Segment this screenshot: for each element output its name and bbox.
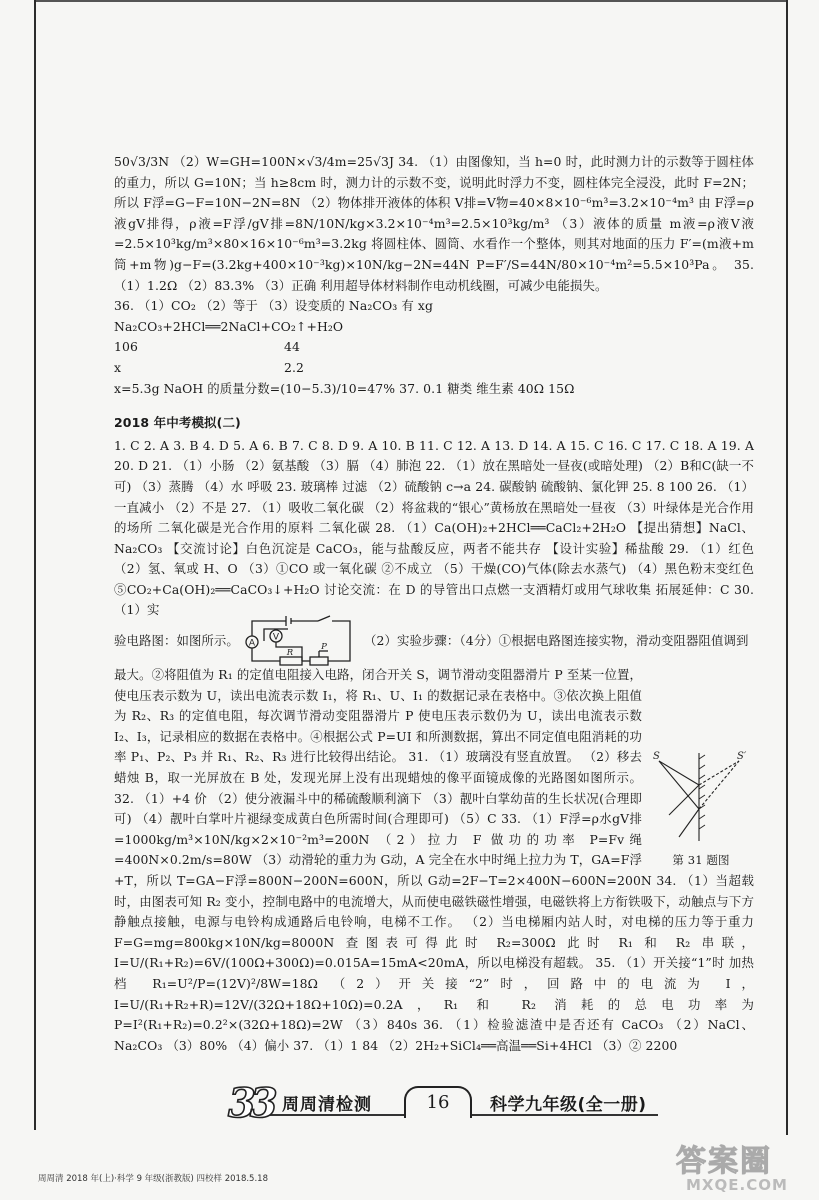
watermark-logo — [672, 1136, 816, 1198]
calc-row-2-a: x — [114, 359, 122, 375]
page-frame-right — [786, 0, 788, 1135]
answer-paragraph-1: 50√3/3N （2）W=GH=100N×√3/4m=25√3J 34. （1）由图像知，当 h=0 时，此时测力计的示数等于圆柱体的重力，所以 G=10N；当 h≥8cm 时，测力计的示数不变，说明此时浮力不变，圆柱体完全浸没，此时 F=2N；所以 F浮=G−F=10N−2N=8N （2）物体排开液体的体积 V排=V物=40×8×10⁻⁶m³=3.2×10⁻⁴m³ 由 F浮=ρ液gV排得，ρ液=F浮/gV排=8N/10N/kg×3.2×10⁻⁴m³=2.5×10³kg/m³ （3）液体的质量 m液=ρ液V液=2.5×10³kg/m³×80×16×10⁻⁶m³=3.2kg 将圆柱体、圆筒、水看作一个整体，则其对地面的压力 F′=(m液+m筒+m物)g−F=(3.2kg+400×10⁻³kg)×10N/kg−2N=44N P=F′/S=44N/80×10⁻⁴m²=5.5×10³Pa。 35. （1）1.2Ω （2）83.3% （3）正确 利用超导体材料制作电动机线圈，可减少电能损失。 — [114, 154, 754, 293]
slider-label: P — [321, 642, 327, 653]
answers-paragraph-30-37: 最大。②将阻值为 R₁ 的定值电阻接入电路，闭合开关 S，调节滑动变阻器滑片 P 至某一位置，使电压表示数为 U，读出电流表示数 I₁，将 R₁、U、I₁ 的数据记录在表格中。③依次换上阻值为 R₂、R₃ 的定值电阻，每次调节滑动变阻器滑片 P 使电压表示数仍为 U，读出电流表示数 I₂、I₃，记录相应的数据在表格中。④根据公式 P=UI 和所测数据，算出不同定值电阻消耗的功率 P₁、P₂、P₃ 并 R₁、R₂、R₃ 进行比较得出结论。 31. （1）玻璃没有竖直放置。 （2）移去蜡烛 B，取一光屏放在 B 处，发现光屏上没有出现蜡烛的像平面镜成像的光路图如图所示。 32. （1）+4 价 （2）使分液漏斗中的稀硫酸顺利滴下 （3）靓叶白掌幼苗的生长状况(合理即可) （4）靓叶白掌叶片褪绿变成黄白色所需时间(合理即可) （5）C 33. （1）F浮=ρ水gV排=1000kg/m³×10N/kg×2×10⁻²m³=200N （2）拉力 F 做功的功率 P=Fv绳=400N×0.2m/s=80W （3）动滑轮的重力为 G动，A 完全在水中时绳上拉力为 T，GA=F浮+T，所以 T=GA−F浮=800N−200N=600N，所以 G动=2F−T=2×400N−600N=200N 34. （1）当超载时，由图表可知 R₂ 变小，控制电路中的电流增大，从而使电磁铁磁性增强，电磁铁将上方衔铁吸下，动触点与下方静触点接触，电源与电铃构成通路后电铃响，电梯不工作。 （2）当电梯厢内站人时，对电梯的压力等于重力 F=G=mg=800kg×10N/kg=8000N 查图表可得此时 R₂=300Ω 此时 R₁ 和 R₂ 串联，I=U/(R₁+R₂)=6V/(100Ω+300Ω)=0.015A=15mA<20mA，所以电梯没有超载。 35. （1）开关接“1”时 加热档 R₁=U²/P=(12V)²/8W=18Ω （2）开关接“2”时，回路中的电流为 I，I=U/(R₁+R₂+R)=12V/(32Ω+18Ω+10Ω)=0.2A，R₁ 和 R₂ 消耗的总电功率为 P=I²(R₁+R₂)=0.2²×(32Ω+18Ω)=2W （3）840s 36. （1）检验滤渣中是否还有 CaCO₃ （2）NaCl、Na₂CO₃ （3）80% （4）偏小 37. （1）1 84 （2）2H₂+SiCl₄══高温══Si+4HCl （3）② 2200 — [114, 667, 754, 1053]
answer-paragraph-2: 36. （1）CO₂ （2）等于 （3）设变质的 Na₂CO₃ 有 xg — [114, 298, 433, 314]
watermark-url: MXQE.COM — [686, 1176, 788, 1194]
answers-paragraph: 1. C 2. A 3. B 4. D 5. A 6. B 7. C 8. D 9. A 10. B 11. C 12. A 13. D 14. A 15. C 16. C 17. C 18. A 19. A 20. D 21. （1）小肠 （2）氨基酸 （3）膈 （4）肺泡 22. （1）放在黑暗处一昼夜(或暗处理) （2）B和C(缺一不可) （3）蒸腾 （4）水 呼吸 23. 玻璃棒 过滤 （2）硫酸钠 c→a 24. 碳酸钠 硫酸钠、氯化钾 25. 8 100 26. （1）一直减小 （2）不是 27. （1）吸收二氧化碳 （2）将盆栽的“银心”黄杨放在黑暗处一昼夜 （3）叶绿体是光合作用的场所 二氧化碳是光合作用的原料 二氧化碳 28. （1）Ca(OH)₂+2HCl══CaCl₂+2H₂O 【提出猜想】NaCl、Na₂CO₃ 【交流讨论】白色沉淀是 CaCO₃，能与盐酸反应，两者不能共存 【设计实验】稀盐酸 29. （1）红色 （2）氢、氧或 H、O （3）①CO 或一氧化碳 ②不成立 （5）干燥(CO)气体(除去水蒸气) （4）黑色粉末变红色 ⑤CO₂+Ca(OH)₂══CaCO₃↓+H₂O 讨论交流：在 D 的导管出口点燃一支酒精灯或用气球收集 拓展延伸：C 30. （1）实 — [114, 437, 754, 618]
circuit-diagram — [240, 613, 356, 669]
figure-31 — [648, 747, 754, 870]
circuit-lead-text: 验电路图：如图所示。 — [114, 633, 239, 649]
resistor-label: R — [286, 648, 294, 659]
footer-brand: 周周清检测 — [282, 1095, 372, 1115]
print-imprint: 周周清 2018 年(上)·科学 9 年级(浙教版) 四校样 2018.5.18 — [38, 1174, 268, 1184]
calc-row-1-b: 44 — [284, 339, 300, 355]
watermark-text: 答案圈 — [676, 1144, 772, 1179]
mirror-ray-diagram — [651, 747, 751, 843]
footer-subject: 科学九年级(全一册) — [490, 1095, 647, 1115]
voltmeter-label: V — [272, 632, 280, 643]
point-s-label: S — [653, 751, 660, 763]
wrapped-answers — [114, 665, 754, 1056]
result-line: x=5.3g NaOH 的质量分数=(10−5.3)/10=47% 37. 0.1 糖类 维生素 40Ω 15Ω — [114, 380, 575, 396]
calc-row-2 — [114, 358, 754, 379]
page-frame-top — [34, 0, 788, 2]
circuit-tail-text: （2）实验步骤：（4分）①根据电路图连接实物，滑动变阻器阻值调到 — [364, 633, 749, 649]
calc-row-1-a: 106 — [114, 339, 138, 355]
section-heading: 2018 年中考模拟(二) — [114, 415, 241, 431]
point-s-prime-label: S′ — [737, 751, 747, 763]
chemical-equation: Na₂CO₃+2HCl══2NaCl+CO₂↑+H₂O — [114, 318, 344, 334]
page-frame-left — [34, 0, 36, 1130]
ammeter-label: A — [248, 638, 256, 649]
page-number: 16 — [404, 1086, 472, 1118]
circuit-line — [114, 621, 754, 665]
calc-row-2-b: 2.2 — [284, 359, 305, 375]
calc-row-1 — [114, 337, 754, 358]
footer-bar — [228, 1080, 658, 1127]
figure-31-caption: 第 31 题图 — [672, 852, 730, 867]
logo-33: 33 — [228, 1080, 272, 1127]
answer-content — [114, 152, 754, 1056]
